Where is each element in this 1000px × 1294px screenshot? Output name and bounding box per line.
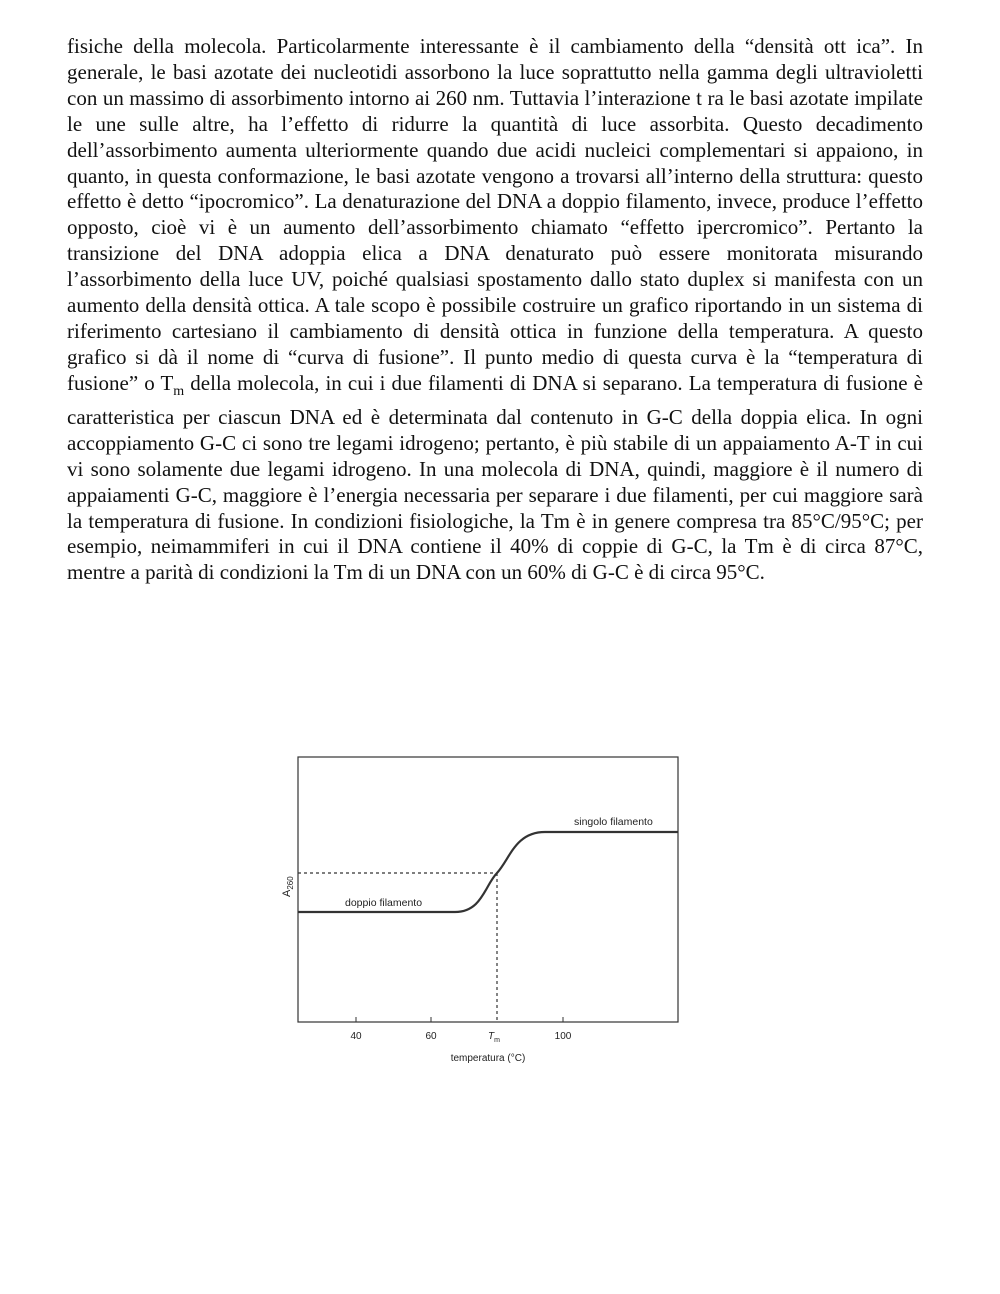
svg-text:A260 xyxy=(281,876,295,897)
y-axis-label-main: A xyxy=(281,889,293,897)
melting-curve-svg xyxy=(270,745,690,1075)
x-tick-label-tm: $T_m$ xyxy=(488,1031,500,1044)
melting-curve-figure xyxy=(270,745,690,1075)
y-axis-label xyxy=(281,876,295,897)
x-tick-label-60: 60 xyxy=(425,1031,437,1042)
x-axis-label: temperatura (°C) xyxy=(450,1053,526,1064)
paragraph-text-part2: della molecola, in cui i due filamenti di DNA si separano. La temperatura di fusione è caratteristica per ciascun DNA ed è determinata dal contenuto in G-C della doppia elica. In ogni accoppiamento G-C ci sono tre legami idrogeno; pertanto, è più stabile di un appaiamento A-T in cui vi sono solamente due legami idrogeno. In una molecola di DNA, quindi, maggiore è il numero di appaiamenti G-C, maggiore è l’energia necessaria per separare i due filamenti, per cui maggiore sarà la temperatura di fusione. In condizioni fisiologiche, la Tm è in genere compresa tra 85°C/95°C; per esempio, neimammiferi in cui il DNA contiene il 40% di coppie di G-C, la Tm è di circa 87°C, mentre a parità di condizioni la Tm di un DNA con un 60% di G-C è di circa 95°C. xyxy=(67,370,923,585)
tm-subscript: m xyxy=(173,383,185,399)
x-tick-label-40: 40 xyxy=(350,1031,362,1042)
x-tick-label-100: 100 xyxy=(554,1031,572,1042)
plot-frame xyxy=(298,757,678,1022)
label-single-strand: singolo filamento xyxy=(574,816,653,828)
paragraph-text-part1: fisiche della molecola. Particolarmente interessante è il cambiamento della “densità ott ica”. In generale, le basi azotate dei nucleotidi assorbono la luce soprattutto nella gamma degli ultravioletti con un massimo di assorbimento intorno ai 260 nm. Tuttavia l’interazione t ra le basi azotate impilate le une sulle altre, ha l’effetto di ridurre la quantità di luce assorbita. Questo decadimento dell’assorbimento aumenta ulteriormente quando due acidi nucleici complementari si appaiono, in quanto, in questa conformazione, le basi azotate vengono a trovarsi all’interno della struttura: questo effetto è detto “ipocromico”. La denaturazione del DNA a doppio filamento, invece, produce l’effetto opposto, cioè vi è un aumento dell’assorbimento chiamato “effetto ipercromico”. Pertanto la transizione del DNA adoppia elica a DNA denaturato può essere monitorata misurando l’assorbimento della luce UV, poiché qualsiasi spostamento dallo stato duplex si manifesta con un aumento della densità ottica. A tale scopo è possibile costruire un grafico riportando in un sistema di riferimento cartesiano il cambiamento di densità ottica in funzione della temperatura. A questo grafico si dà il nome di “curva di fusione”. Il punto medio di questa curva è la “temperatura di fusione” o T xyxy=(67,34,923,395)
label-double-strand: doppio filamento xyxy=(345,897,423,909)
document-page xyxy=(67,0,923,586)
body-paragraph xyxy=(67,0,923,586)
y-axis-label-sub: 260 xyxy=(286,876,295,890)
